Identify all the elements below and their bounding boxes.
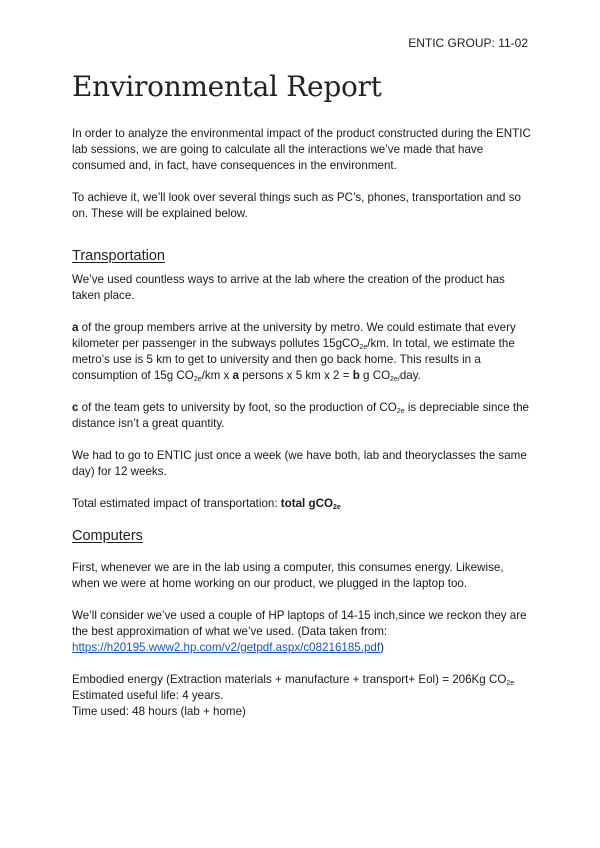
intro-paragraph-2: To achieve it, we’ll look over several things such as PC’s, phones, transportation and so on. These will be explained below.	[72, 191, 521, 220]
var-a: a	[72, 321, 79, 334]
time-used: Time used: 48 hours (lab + home)	[72, 705, 246, 718]
transport-total: Total estimated impact of transportation: total gCO$_{2e}$	[72, 497, 341, 511]
computers-paragraph-1: First, whenever we are in the lab using a computer, this consumes energy. Likewise, when we were at home working on our product, we plugged in the laptop too.	[72, 561, 504, 590]
embodied-energy: Embodied energy (Extraction materials + manufacture + transport+ Eol) = 206Kg $CO_{2e}$	[72, 673, 515, 687]
weeks-paragraph: We had to go to ENTIC just once a week (we have both, lab and theoryclasses the same day) for 12 weeks.	[72, 449, 527, 478]
var-a-inline: a	[232, 369, 239, 382]
page-title: Environmental Report	[72, 70, 382, 103]
intro-paragraph-1: In order to analyze the environmental impact of the product constructed during the ENTIC lab sessions, we are going to calculate all the interactions we’ve made that have consumed and, in fact, have consequences in the environment.	[72, 127, 531, 172]
computers-paragraph-2: We’ll consider we’ve used a couple of HP laptops of 14-15 inch,since we reckon they are the best approximation of what we’ve used. (Data taken from: https://h20195.www2.hp.com/v2/getpdf.aspx/c08216185.pdf)	[72, 609, 527, 654]
computers-heading: Computers	[72, 528, 143, 544]
var-b: b	[352, 369, 360, 382]
transport-total-value: total gCO$_{2e}$	[280, 497, 341, 511]
transportation-heading: Transportation	[72, 248, 165, 264]
metro-paragraph: a of the group members arrive at the university by metro. We could estimate that every kilometer per passenger in the subways pollutes 15gCO$_{2e}$/km. In total, we estimate the metro’s use is 5 km to get to university and then go back home. This results in a consumption of 15g $CO_{2e}/km$ x a persons x 5 km x 2 = b g $CO_{2e/}day$.	[72, 321, 516, 383]
group-header: ENTIC GROUP: 11-02	[408, 36, 528, 50]
foot-paragraph: c of the team gets to university by foot, so the production of $CO_{2e}$ is depreciable since the distance isn’t a great quantity.	[72, 401, 529, 430]
var-c: c	[72, 401, 79, 414]
document-body	[72, 126, 532, 720]
hp-datasheet-link[interactable]: https://h20195.www2.hp.com/v2/getpdf.aspx/c08216185.pdf	[72, 641, 381, 654]
transportation-paragraph-1: We’ve used countless ways to arrive at the lab where the creation of the product has taken place.	[72, 273, 505, 302]
useful-life: Estimated useful life: 4 years.	[72, 689, 224, 702]
